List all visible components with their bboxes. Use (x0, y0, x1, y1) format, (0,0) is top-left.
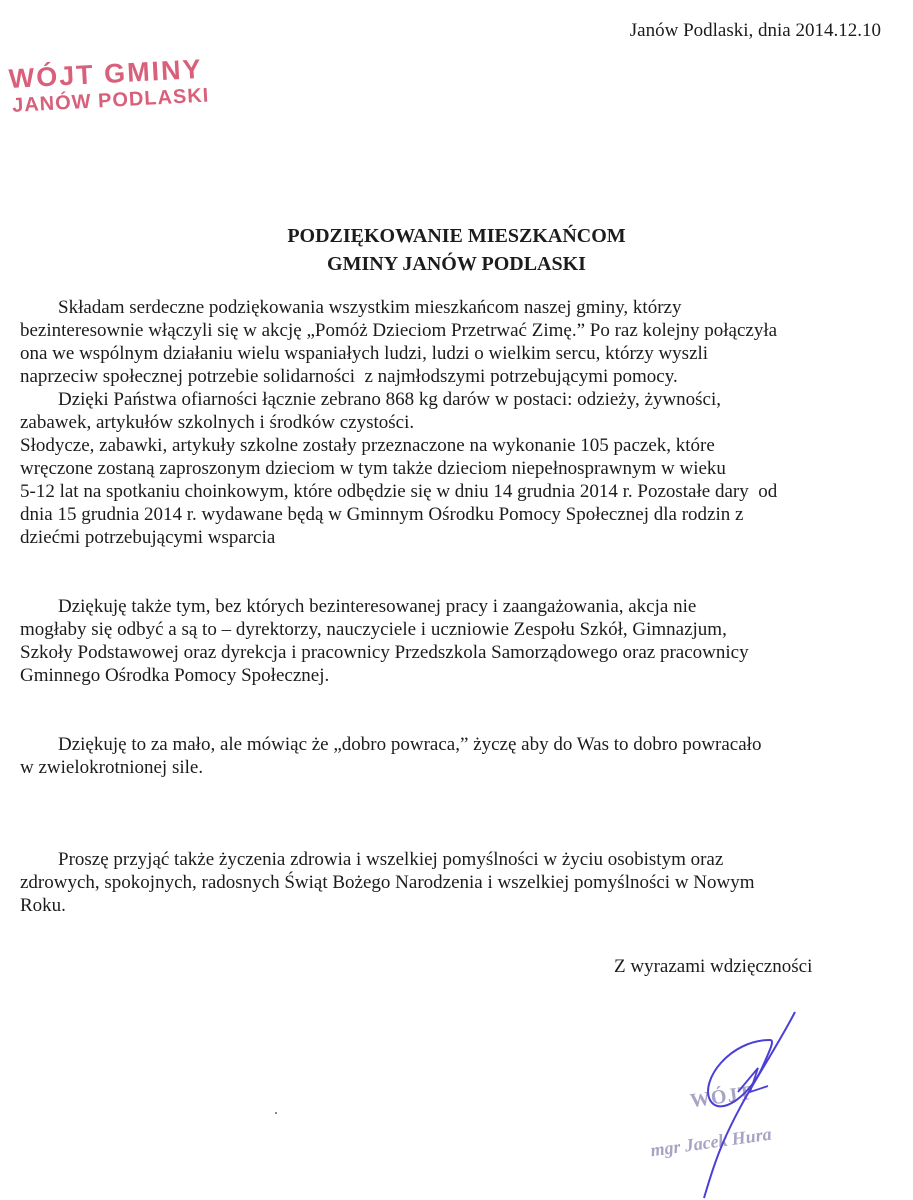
text-line: wręczone zostaną zaproszonym dzieciom w tym także dzieciom niepełnosprawnym w wieku (20, 458, 726, 479)
handwritten-signature (600, 1000, 900, 1200)
paragraph-3 (20, 595, 900, 687)
paragraph-2 (20, 388, 900, 549)
document-title (0, 222, 913, 278)
text-line: Dziękuję także tym, bez których bezinteresowanej pracy i zaangażowania, akcja nie (20, 596, 697, 617)
stamp-line-2: JANÓW PODLASKI (11, 84, 210, 117)
text-line: zabawek, artykułów szkolnych i środków czystości. (20, 412, 415, 433)
letter-body (20, 296, 900, 917)
paragraph-spacer (20, 687, 900, 733)
title-line-2: GMINY JANÓW PODLASKI (327, 253, 586, 275)
text-line: w zwielokrotnionej sile. (20, 757, 204, 778)
stamp-line-1: WÓJT GMINY (8, 53, 204, 94)
paragraph-4 (20, 733, 900, 779)
signature-stamp-name: mgr Jacek Hura (649, 1123, 773, 1161)
text-line: dnia 15 grudnia 2014 r. wydawane będą w Gminnym Ośrodku Pomocy Społecznej dla rodzin z (20, 504, 744, 525)
paragraph-1 (20, 296, 900, 388)
scan-speck (275, 1112, 277, 1114)
text-line: mogłaby się odbyć a są to – dyrektorzy, nauczyciele i uczniowie Zespołu Szkół, Gimnazjum, (20, 619, 727, 640)
text-line: Roku. (20, 895, 66, 916)
text-line: Gminnego Ośrodka Pomocy Społecznej. (20, 665, 330, 686)
signature-stamp-title: WÓJT (688, 1081, 755, 1113)
text-line: dziećmi potrzebującymi wsparcia (20, 527, 276, 548)
text-line: naprzeciw społecznej potrzebie solidarności z najmłodszymi potrzebującymi pomocy. (20, 366, 678, 387)
paragraph-spacer (20, 825, 900, 848)
text-line: zdrowych, spokojnych, radosnych Świąt Bożego Narodzenia i wszelkiej pomyślności w Nowym (20, 872, 755, 893)
office-stamp (8, 54, 210, 118)
paragraph-5 (20, 848, 900, 917)
text-line: Szkoły Podstawowej oraz dyrekcja i pracownicy Przedszkola Samorządowego oraz pracownicy (20, 642, 749, 663)
text-line: Słodycze, zabawki, artykuły szkolne zostały przeznaczone na wykonanie 105 paczek, które (20, 435, 715, 456)
text-line: 5-12 lat na spotkaniu choinkowym, które odbędzie się w dniu 14 grudnia 2014 r. Pozostałe dary od (20, 481, 778, 502)
text-line: Składam serdeczne podziękowania wszystkim mieszkańcom naszej gminy, którzy (20, 297, 682, 318)
closing-phrase: Z wyrazami wdzięczności (614, 956, 813, 977)
text-line: bezinteresownie włączyli się w akcję „Pomóż Dzieciom Przetrwać Zimę.” Po raz kolejny połączyła (20, 320, 778, 341)
text-line: Dzięki Państwa ofiarności łącznie zebrano 868 kg darów w postaci: odzieży, żywności, (20, 389, 722, 410)
paragraph-spacer (20, 779, 900, 825)
paragraph-spacer (20, 549, 900, 595)
title-line-1: PODZIĘKOWANIE MIESZKAŃCOM (287, 225, 626, 247)
text-line: ona we wspólnym działaniu wielu wspaniałych ludzi, ludzi o wielkim sercu, którzy wyszli (20, 343, 709, 364)
text-line: Proszę przyjąć także życzenia zdrowia i wszelkiej pomyślności w życiu osobistym oraz (20, 849, 724, 870)
place-and-date: Janów Podlaski, dnia 2014.12.10 (629, 20, 881, 41)
text-line: Dziękuję to za mało, ale mówiąc że „dobro powraca,” życzę aby do Was to dobro powracało (20, 734, 762, 755)
